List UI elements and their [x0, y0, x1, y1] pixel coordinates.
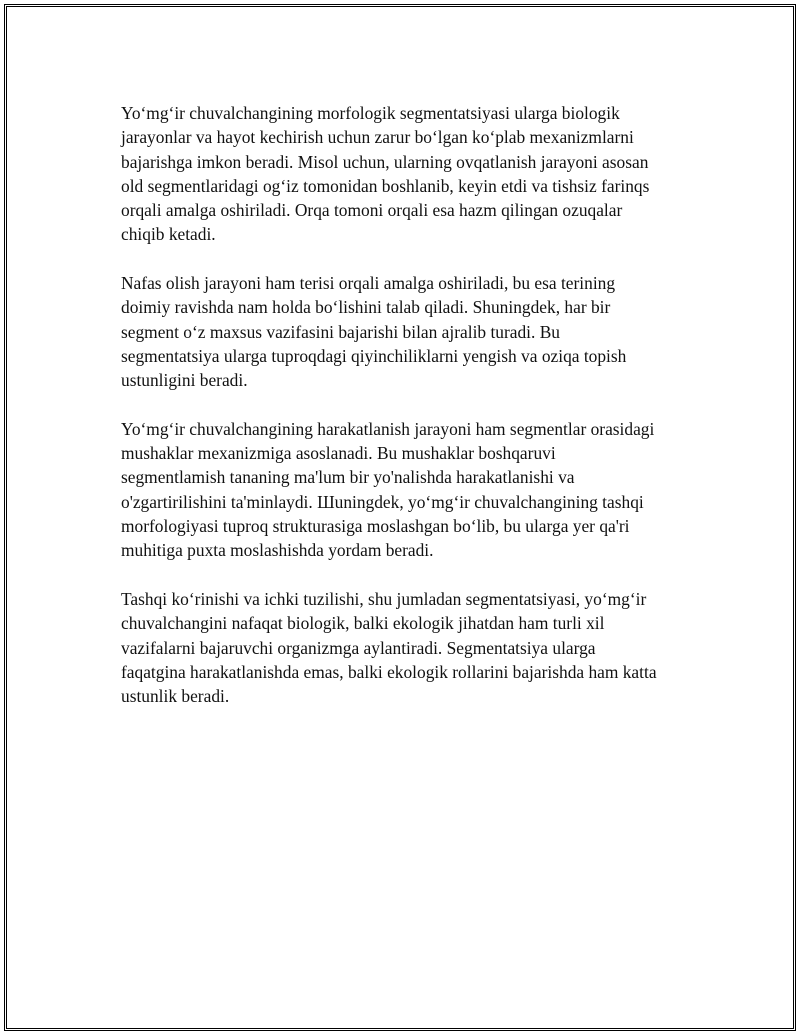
- text-line: vazifalarni bajaruvchi organizmga aylantiradi. Segmentatsiya ularga: [121, 637, 596, 658]
- paragraph-2: [121, 271, 713, 392]
- text-line: ustunligini beradi.: [121, 370, 248, 391]
- text-line: Yo‘mg‘ir chuvalchangining morfologik segmentatsiyasi ularga biologik: [121, 103, 620, 123]
- text-line: orqali amalga oshiriladi. Orqa tomoni orqali esa hazm qilingan ozuqalar: [121, 200, 623, 221]
- text-line: mushaklar mexanizmiga asoslanadi. Bu mushaklar boshqaruvi: [121, 443, 556, 464]
- text-line: segmentatsiya ularga tuproqdagi qiyinchiliklarni yengish va oziqa topish: [121, 345, 627, 366]
- text-line: Nafas olish jarayoni ham terisi orqali amalga oshiriladi, bu esa terining: [121, 273, 616, 294]
- text-line: chiqib ketadi.: [121, 224, 216, 245]
- document-body: [121, 101, 713, 733]
- text-line: Tashqi ko‘rinishi va ichki tuzilishi, shu jumladan segmentatsiyasi, yo‘mg‘ir: [121, 588, 647, 609]
- text-line: segmentlamish tananing ma'lum bir yo'nalishda harakatlanishi va: [121, 467, 575, 488]
- paragraph-4: [121, 587, 713, 708]
- text-line: chuvalchangini nafaqat biologik, balki ekologik jihatdan ham turli xil: [121, 613, 605, 634]
- text-line: doimiy ravishda nam holda bo‘lishini talab qiladi. Shuningdek, har bir: [121, 297, 611, 318]
- text-line: old segmentlaridagi og‘iz tomonidan boshlanib, keyin etdi va tishsiz farinqs: [121, 175, 650, 196]
- paragraph-1: [121, 101, 713, 247]
- text-line: muhitiga puxta moslashishda yordam beradi.: [121, 540, 434, 561]
- text-line: ustunlik beradi.: [121, 686, 230, 707]
- page-frame: [4, 4, 796, 1031]
- text-line: segment o‘z maxsus vazifasini bajarishi bilan ajralib turadi. Bu: [121, 321, 560, 342]
- paragraph-3: [121, 417, 713, 563]
- text-line: bajarishga imkon beradi. Misol uchun, ularning ovqatlanish jarayoni asosan: [121, 151, 649, 172]
- text-line: jarayonlar va hayot kechirish uchun zarur bo‘lgan ko‘plab mexanizmlarni: [121, 127, 634, 148]
- text-line: faqatgina harakatlanishda emas, balki ekologik rollarini bajarishda ham katta: [121, 661, 657, 682]
- text-line: o'zgartirilishini ta'minlaydi. Шuningdek, yo‘mg‘ir chuvalchangining tashqi: [121, 491, 644, 512]
- text-line: morfologiyasi tuproq strukturasiga moslashgan bo‘lib, bu ularga yer qa'ri: [121, 516, 630, 537]
- text-line: Yo‘mg‘ir chuvalchangining harakatlanish jarayoni ham segmentlar orasidagi: [121, 418, 655, 439]
